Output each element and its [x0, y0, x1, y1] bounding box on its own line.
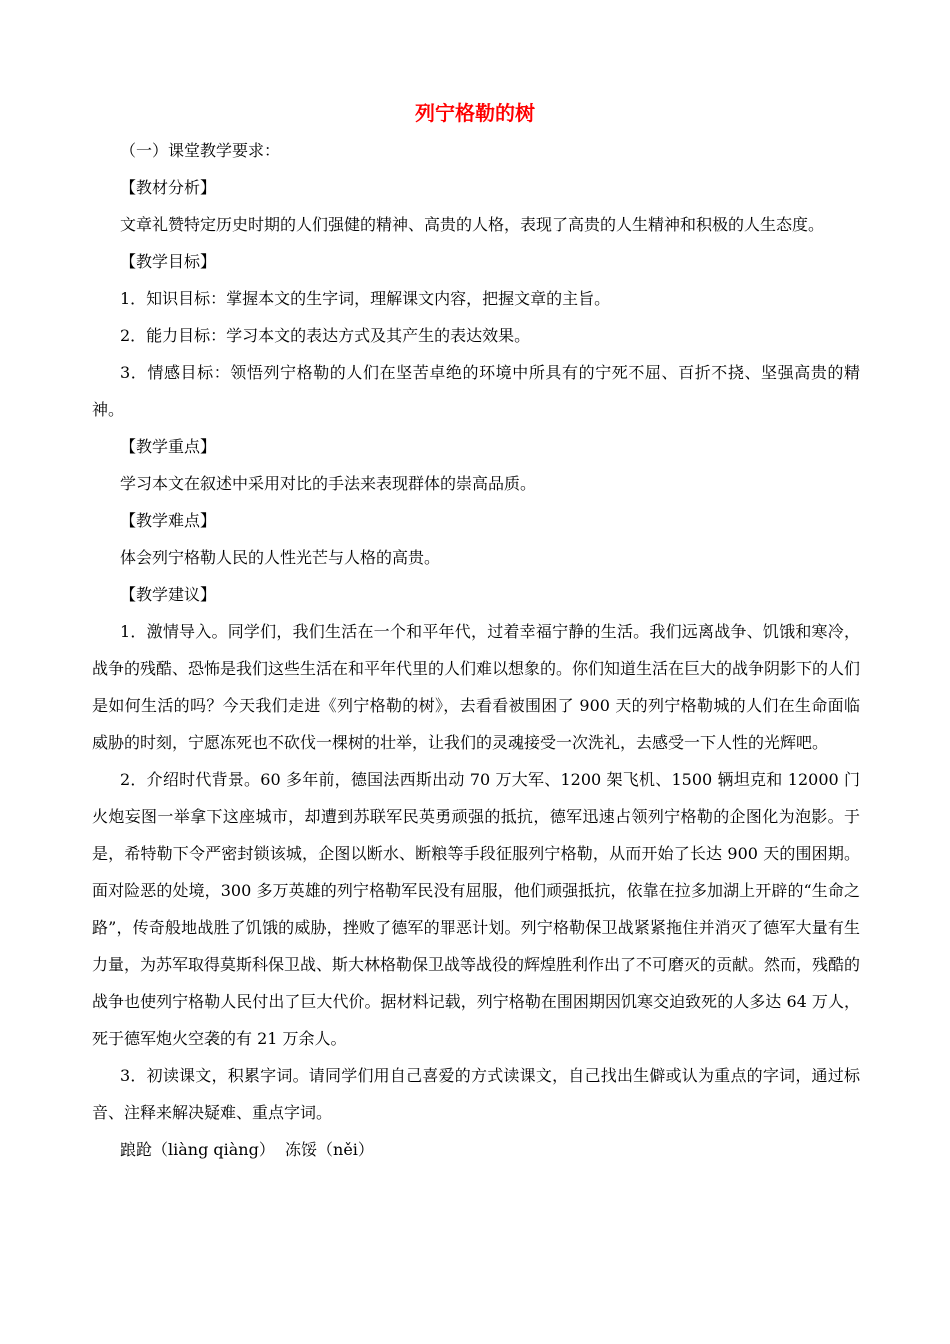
body-line: 【教学建议】 — [120, 585, 217, 604]
body-line: 【教学难点】 — [120, 511, 217, 530]
document-body — [92, 132, 860, 1168]
body-line: 学习本文在叙述中采用对比的手法来表现群体的崇高品质。 — [120, 474, 537, 493]
body-paragraph: 1．激情导入。同学们，我们生活在一个和平年代，过着幸福宁静的生活。我们远离战争、饥饿和寒冷，战争的残酷、恐怖是我们这些生活在和平年代里的人们难以想象的。你们知道生活在巨大的战争阴影下的人们是如何生活的吗？今天我们走进《列宁格勒的树》，去看看被围困了 900 天的列宁格勒城的人们在生命面临威胁的时刻，宁愿冻死也不砍伐一棵树的壮举，让我们的灵魂接受一次洗礼，去感受一下人性的光辉吧。 — [92, 622, 861, 752]
body-line: 【教材分析】 — [120, 178, 217, 197]
body-line: （一）课堂教学要求： — [120, 141, 281, 160]
document-title: 列宁格勒的树 — [415, 101, 535, 125]
body-line: 【教学重点】 — [120, 437, 217, 456]
body-paragraph: 3．初读课文，积累字词。请同学们用自己喜爱的方式读课文，自己找出生僻或认为重点的字词，通过标音、注释来解决疑难、重点字词。 — [92, 1066, 860, 1122]
body-line: 【教学目标】 — [120, 252, 217, 271]
body-paragraph: 3．情感目标：领悟列宁格勒的人们在坚苦卓绝的环境中所具有的宁死不屈、百折不挠、坚强高贵的精神。 — [92, 363, 860, 419]
body-line: 踉跄（liàng qiàng） 冻馁（něi） — [120, 1140, 374, 1159]
body-line: 文章礼赞特定历史时期的人们强健的精神、高贵的人格，表现了高贵的人生精神和积极的人生态度。 — [120, 215, 825, 234]
body-line: 体会列宁格勒人民的人性光芒与人格的高贵。 — [120, 548, 441, 567]
body-line: 1．知识目标：掌握本文的生字词，理解课文内容，把握文章的主旨。 — [120, 289, 611, 308]
body-line: 2．能力目标：学习本文的表达方式及其产生的表达效果。 — [120, 326, 531, 345]
body-paragraph: 2．介绍时代背景。60 多年前，德国法西斯出动 70 万大军、1200 架飞机、1500 辆坦克和 12000 门火炮妄图一举拿下这座城市，却遭到苏联军民英勇顽强的抵抗，德军迅速占领列宁格勒的企图化为泡影。于是，希特勒下令严密封锁该城，企图以断水、断粮等手段征服列宁格勒，从而开始了长达 900 天的围困期。面对险恶的处境，300 多万英雄的列宁格勒军民没有屈服，他们顽强抵抗，依靠在拉多加湖上开辟的“生命之路”，传奇般地战胜了饥饿的威胁，挫败了德军的罪恶计划。列宁格勒保卫战紧紧拖住并消灭了德军大量有生力量，为苏军取得莫斯科保卫战、斯大林格勒保卫战等战役的辉煌胜利作出了不可磨灭的贡献。然而，残酷的战争也使列宁格勒人民付出了巨大代价。据材料记载，列宁格勒在围困期因饥寒交迫致死的人多达 64 万人，死于德军炮火空袭的有 21 万余人。 — [92, 770, 861, 1048]
